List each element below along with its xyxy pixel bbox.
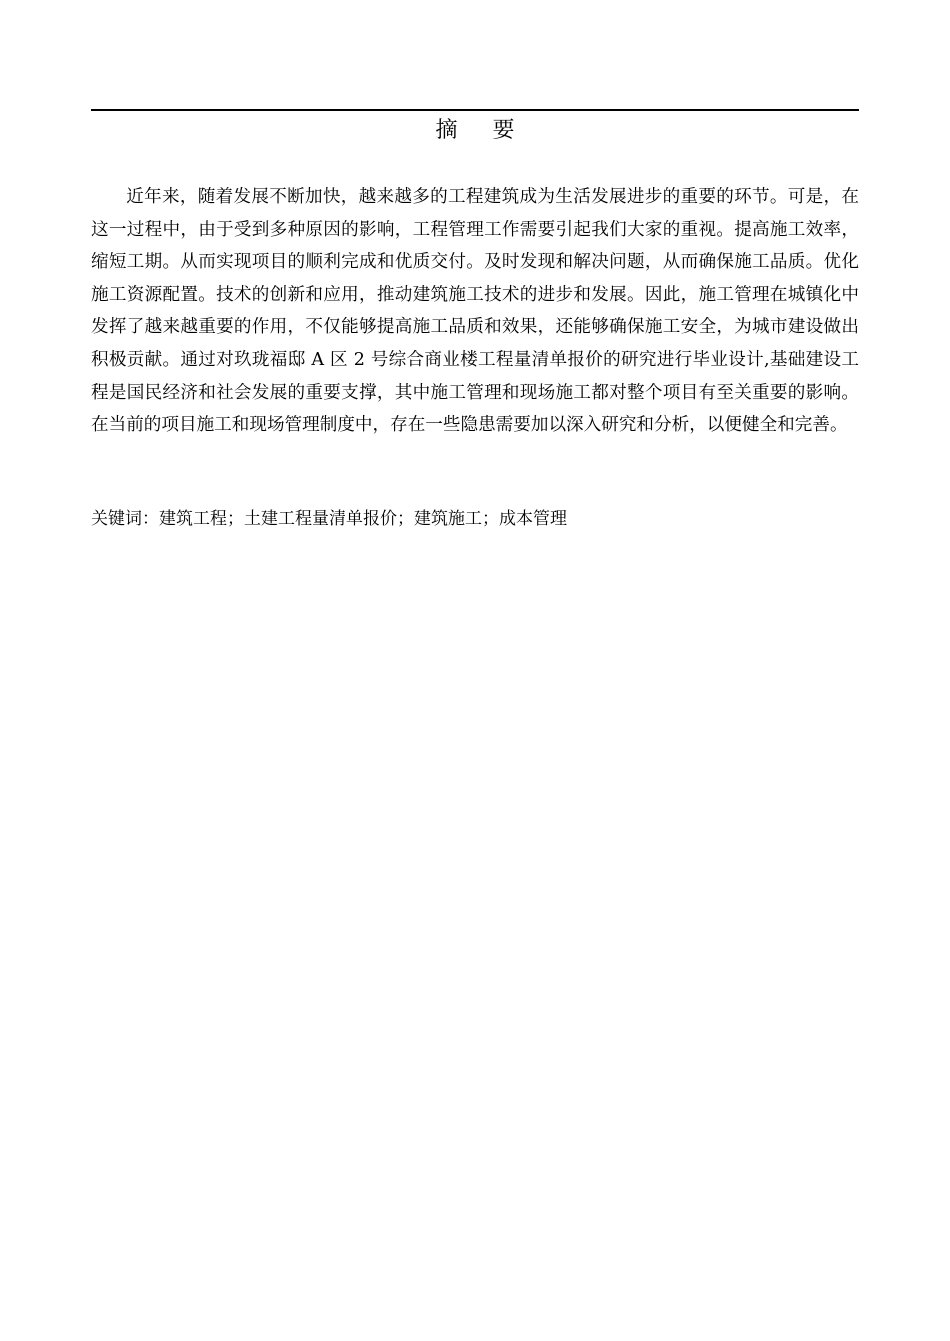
abstract-body: 近年来，随着发展不断加快，越来越多的工程建筑成为生活发展进步的重要的环节。可是，在这一过程中，由于受到多种原因的影响，工程管理工作需要引起我们大家的重视。提高施工效率，缩短工期。从而实现项目的顺利完成和优质交付。及时发现和解决问题，从而确保施工品质。优化施工资源配置。技术的创新和应用，推动建筑施工技术的进步和发展。因此，施工管理在城镇化中发挥了越来越重要的作用，不仅能够提高施工品质和效果，还能够确保施工安全，为城市建设做出积极贡献。通过对玖珑福邸 A 区 2 号综合商业楼工程量清单报价的研究进行毕业设计,基础建设工程是国民经济和社会发展的重要支撑，其中施工管理和现场施工都对整个项目有至关重要的影响。在当前的项目施工和现场管理制度中，存在一些隐患需要加以深入研究和分析，以便健全和完善。 [91,187,859,436]
header-rule [91,109,859,111]
keywords-line [91,505,859,533]
keywords-label: 关键词： [91,509,159,529]
abstract-title: 摘 要 [435,118,529,143]
keywords-text: 建筑工程；土建工程量清单报价；建筑施工；成本管理 [159,509,567,529]
